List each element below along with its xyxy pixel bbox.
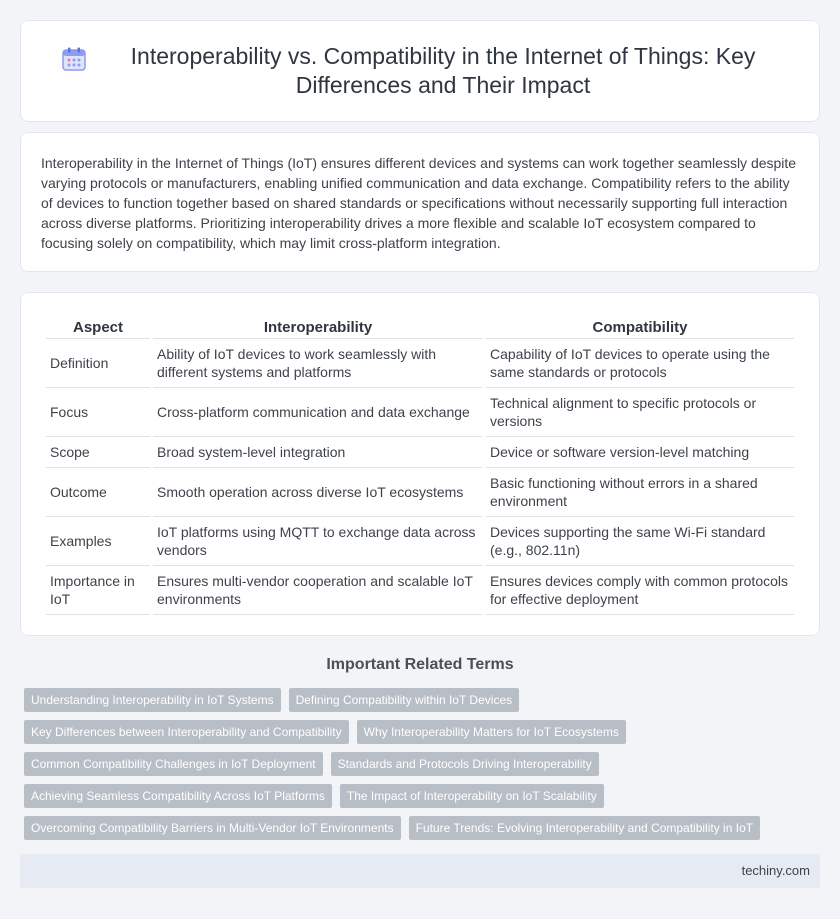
table-cell-interoperability: Cross-platform communication and data exchange	[153, 388, 483, 437]
related-term-chip[interactable]: Key Differences between Interoperability and Compatibility	[24, 720, 349, 744]
table-cell-compatibility: Technical alignment to specific protocols or versions	[486, 388, 794, 437]
header-card	[20, 20, 820, 122]
related-term-chip[interactable]: Standards and Protocols Driving Interoperability	[331, 752, 599, 776]
related-term-chip[interactable]: Understanding Interoperability in IoT Systems	[24, 688, 281, 712]
related-term-chip[interactable]: Future Trends: Evolving Interoperability and Compatibility in IoT	[409, 816, 761, 840]
intro-paragraph: Interoperability in the Internet of Things (IoT) ensures different devices and systems can work together seamlessly despite varying protocols or manufacturers, enabling unified communication and data exchange. Compatibility refers to the ability of devices to function together based on shared standards or specifications without necessarily supporting full interaction across diverse platforms. Prioritizing interoperability drives a more flexible and scalable IoT ecosystem compared to focusing solely on compatibility, which may limit cross-platform integration.	[41, 155, 797, 251]
table-cell-compatibility: Capability of IoT devices to operate using the same standards or protocols	[486, 339, 794, 388]
table-cell-compatibility: Basic functioning without errors in a shared environment	[486, 468, 794, 517]
footer	[20, 854, 820, 888]
related-term-chip[interactable]: Defining Compatibility within IoT Devices	[289, 688, 520, 712]
related-terms-row	[24, 720, 814, 744]
related-term-chip[interactable]: Achieving Seamless Compatibility Across IoT Platforms	[24, 784, 332, 808]
table-cell-aspect: Scope	[46, 437, 150, 468]
table-cell-interoperability: IoT platforms using MQTT to exchange data across vendors	[153, 517, 483, 566]
related-terms-row	[24, 816, 814, 840]
table-cell-aspect: Outcome	[46, 468, 150, 517]
table-cell-aspect: Definition	[46, 339, 150, 388]
related-term-chip[interactable]: Common Compatibility Challenges in IoT Deployment	[24, 752, 323, 776]
table-cell-aspect: Focus	[46, 388, 150, 437]
table-cell-compatibility: Ensures devices comply with common protocols for effective deployment	[486, 566, 794, 615]
table-cell-compatibility: Devices supporting the same Wi-Fi standard (e.g., 802.11n)	[486, 517, 794, 566]
related-term-chip[interactable]: Overcoming Compatibility Barriers in Multi-Vendor IoT Environments	[24, 816, 401, 840]
column-header-aspect: Aspect	[46, 313, 150, 339]
table-cell-interoperability: Ensures multi-vendor cooperation and scalable IoT environments	[153, 566, 483, 615]
comparison-table	[43, 313, 797, 615]
table-row	[46, 468, 794, 517]
related-terms-row	[24, 688, 814, 712]
footer-site-link[interactable]: techiny.com	[741, 863, 810, 878]
table-cell-aspect: Examples	[46, 517, 150, 566]
related-terms-row	[24, 752, 814, 776]
table-cell-aspect: Importance in IoT	[46, 566, 150, 615]
related-terms-row	[24, 784, 814, 808]
related-term-chip[interactable]: Why Interoperability Matters for IoT Ecosystems	[357, 720, 626, 744]
table-cell-interoperability: Smooth operation across diverse IoT ecosystems	[153, 468, 483, 517]
page-title: Interoperability vs. Compatibility in the Internet of Things: Key Differences and Their Impact	[130, 43, 756, 98]
table-cell-compatibility: Device or software version-level matching	[486, 437, 794, 468]
related-term-chip[interactable]: The Impact of Interoperability on IoT Scalability	[340, 784, 604, 808]
related-terms-title: Important Related Terms	[326, 656, 514, 673]
table-cell-interoperability: Ability of IoT devices to work seamlessly with different systems and platforms	[153, 339, 483, 388]
table-row	[46, 339, 794, 388]
table-cell-interoperability: Broad system-level integration	[153, 437, 483, 468]
intro-card	[20, 132, 820, 272]
table-header-row	[46, 313, 794, 339]
related-terms-list	[24, 688, 814, 848]
comparison-table-card	[20, 292, 820, 636]
column-header-compatibility: Compatibility	[486, 313, 794, 339]
column-header-interoperability: Interoperability	[153, 313, 483, 339]
table-row	[46, 566, 794, 615]
table-row	[46, 517, 794, 566]
table-row	[46, 437, 794, 468]
table-row	[46, 388, 794, 437]
calendar-icon	[61, 46, 87, 72]
